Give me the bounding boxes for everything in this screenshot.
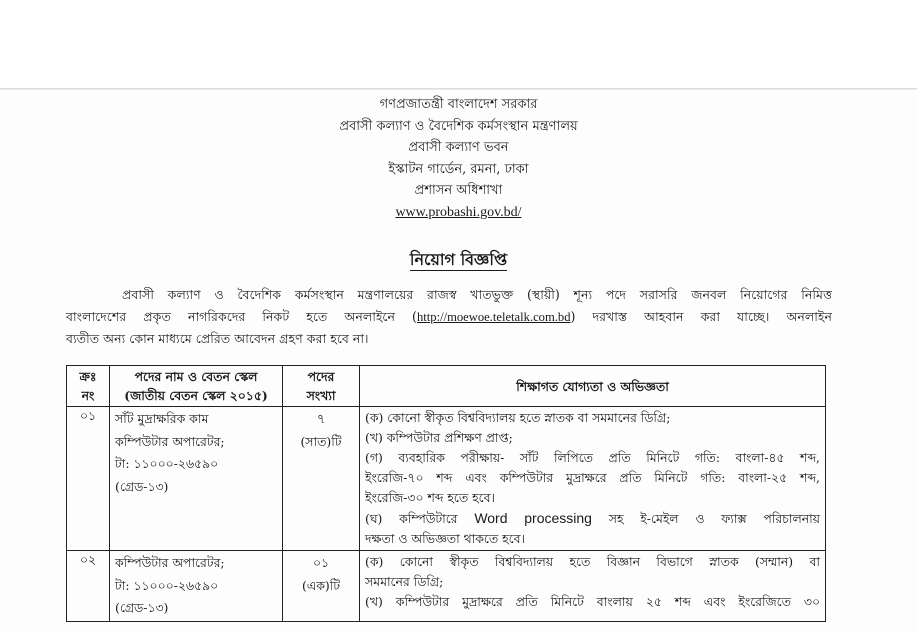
table-row <box>67 551 826 622</box>
header-qualification: শিক্ষাগত যোগ্যতা ও অভিজ্ঞতা <box>360 366 826 407</box>
row-serial: ০১ <box>67 407 110 551</box>
letterhead <box>0 94 917 223</box>
row-qualification: (ক) কোনো স্বীকৃত বিশ্ববিদ্যালয় হতে বিজ্ঞান বিভাগে স্নাতক (সম্মান) বা সমমানের ডিগ্রি; (খ) কম্পিউটার মুদ্রাক্ষরে প্রতি মিনিটে বাংলায় ২৫ শব্দ এবং ইংরেজিতে ৩০ <box>360 551 826 622</box>
ministry-name: প্রবাসী কল্যাণ ও বৈদেশিক কর্মসংস্থান মন্ত্রণালয় <box>339 118 578 134</box>
building-name: প্রবাসী কল্যাণ ভবন <box>408 140 509 155</box>
table-row <box>67 407 826 551</box>
website-link[interactable]: www.probashi.gov.bd/ <box>395 204 522 220</box>
address: ইস্কাটন গার্ডেন, রমনা, ঢাকা <box>388 161 529 177</box>
table-header-row <box>67 366 826 407</box>
page-title: নিয়োগ বিজ্ঞপ্তি <box>409 250 508 269</box>
notice-page <box>0 90 917 631</box>
application-link[interactable]: http://moewoe.teletalk.com.bd <box>416 310 571 324</box>
intro-paragraph <box>66 284 832 350</box>
row-serial: ০২ <box>67 551 110 622</box>
header-post: পদের নাম ও বেতন স্কেল (জাতীয় বেতন স্কেল ২০১৫) <box>110 366 283 407</box>
row-qualification: (ক) কোনো স্বীকৃত বিশ্ববিদ্যালয় হতে স্নাতক বা সমমানের ডিগ্রি; (খ) কম্পিউটার প্রশিক্ষণ প্রাপ্ত; (গ) ব্যবহারিক পরীক্ষায়- সাঁট লিপিতে প্রতি মিনিটে গতি: বাংলা-৪৫ শব্দ, ইংরেজি-৭০ শব্দ এবং কম্পিউটার মুদ্রাক্ষরে প্রতি মিনিটে গতি: বাংলা-২৫ শব্দ, ইংরেজি-৩০ শব্দ হতে হবে। (ঘ) কম্পিউটারে Word processing সহ ই-মেইল ও ফ্যাক্স পরিচালনায় দক্ষতা ও অভিজ্ঞতা থাকতে হবে। <box>360 407 826 551</box>
intro-line-1: প্রবাসী কল্যাণ ও বৈদেশিক কর্মসংস্থান মন্ত্রণালয়ের রাজস্ব খাতভুক্ত (স্থায়ী) শূন্য পদে সরাসরি জনবল নিয়োগের নিমিত্ত <box>122 287 832 302</box>
branch-name: প্রশাসন অধিশাখা <box>414 183 503 198</box>
row-post: কম্পিউটার অপারেটর; টা: ১১০০০-২৬৫৯০ (গ্রেড-১৩) <box>110 551 283 622</box>
row-count: ৭ (সাত)টি <box>283 407 360 551</box>
row-post: সাঁট মুদ্রাক্ষরিক কাম কম্পিউটার অপারেটর; টা: ১১০০০-২৬৫৯০ (গ্রেড-১৩) <box>110 407 283 551</box>
row-count: ০১ (এক)টি <box>283 551 360 622</box>
header-serial: ক্রঃ নং <box>67 366 110 407</box>
vacancy-table <box>66 365 826 622</box>
scan-margin <box>0 0 917 88</box>
header-count: পদের সংখ্যা <box>283 366 360 407</box>
govt-name: গণপ্রজাতন্ত্রী বাংলাদেশ সরকার <box>379 97 538 112</box>
intro-line-2: বাংলাদেশের প্রকৃত নাগরিকদের নিকট হতে অনলাইনে (http://moewoe.teletalk.com.bd) দরখাস্ত আহবান করা যাচ্ছে। অনলাইন <box>66 309 833 324</box>
intro-line-3: ব্যতীত অন্য কোন মাধ্যমে প্রেরিত আবেদন গ্রহণ করা হবে না। <box>66 331 369 346</box>
